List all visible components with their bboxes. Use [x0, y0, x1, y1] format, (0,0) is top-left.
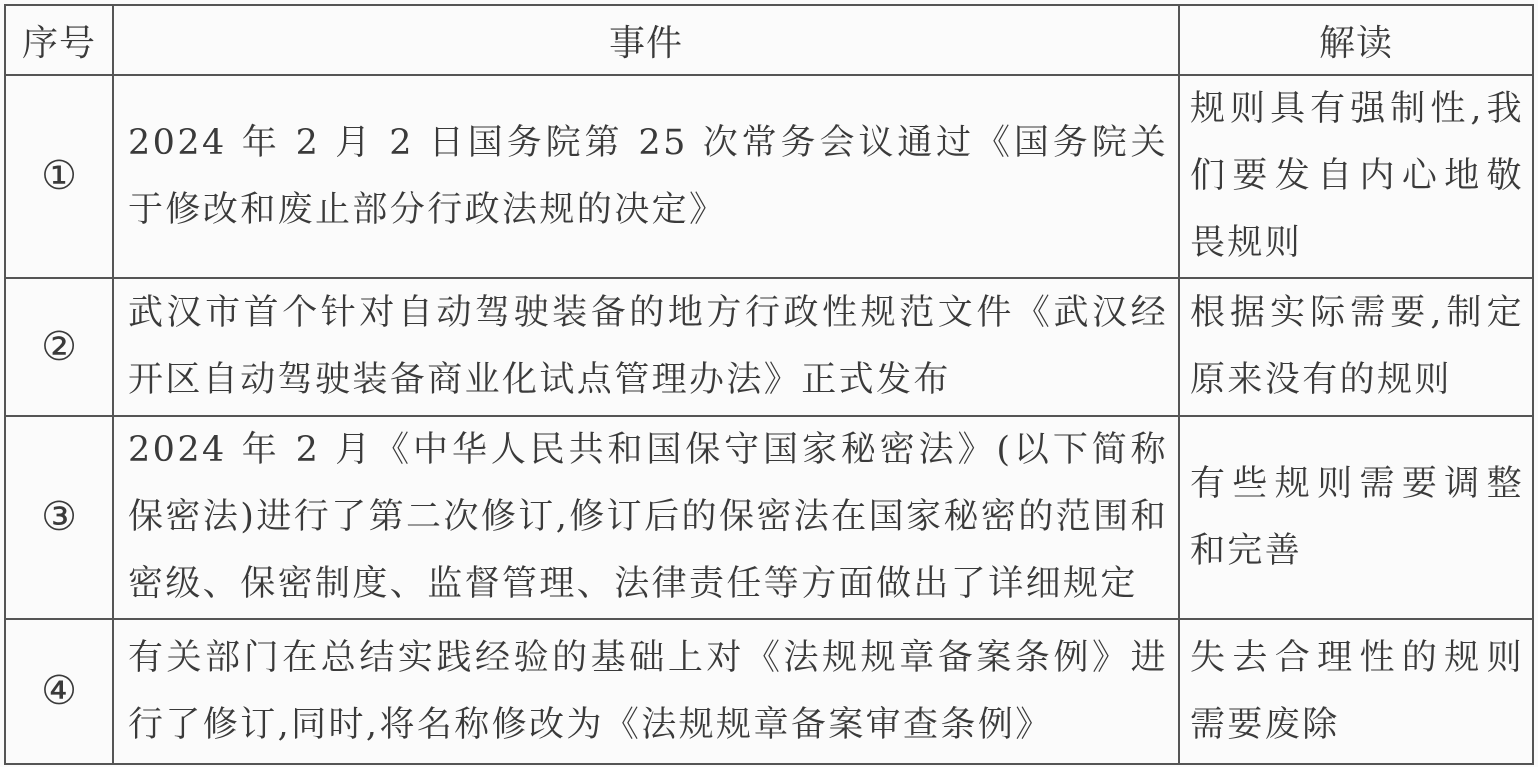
- table-row: [5, 619, 1533, 764]
- table-row: [5, 278, 1533, 416]
- table-body: [5, 75, 1533, 764]
- header-event: 事件: [113, 5, 1179, 75]
- row-event: 武汉市首个针对自动驾驶装备的地方行政性规范文件《武汉经开区自动驾驶装备商业化试点管理办法》正式发布: [113, 278, 1179, 416]
- table-header: [5, 5, 1533, 75]
- row-number: ②: [5, 278, 113, 416]
- row-event: 2024 年 2 月 2 日国务院第 25 次常务会议通过《国务院关于修改和废止部分行政法规的决定》: [113, 75, 1179, 278]
- row-number: ④: [5, 619, 113, 764]
- row-event: 2024 年 2 月《中华人民共和国保守国家秘密法》(以下简称保密法)进行了第二次修订,修订后的保密法在国家秘密的范围和密级、保密制度、监督管理、法律责任等方面做出了详细规定: [113, 416, 1179, 619]
- row-interpretation: 根据实际需要,制定原来没有的规则: [1179, 278, 1533, 416]
- table-row: [5, 416, 1533, 619]
- row-number: ①: [5, 75, 113, 278]
- header-number: 序号: [5, 5, 113, 75]
- header-interpretation: 解读: [1179, 5, 1533, 75]
- row-interpretation: 失去合理性的规则需要废除: [1179, 619, 1533, 764]
- row-interpretation: 有些规则需要调整和完善: [1179, 416, 1533, 619]
- row-event: 有关部门在总结实践经验的基础上对《法规规章备案条例》进行了修订,同时,将名称修改为《法规规章备案审查条例》: [113, 619, 1179, 764]
- row-number: ③: [5, 416, 113, 619]
- header-row: [5, 5, 1533, 75]
- row-interpretation: 规则具有强制性,我们要发自内心地敬畏规则: [1179, 75, 1533, 278]
- rules-table: [4, 4, 1534, 765]
- table-row: [5, 75, 1533, 278]
